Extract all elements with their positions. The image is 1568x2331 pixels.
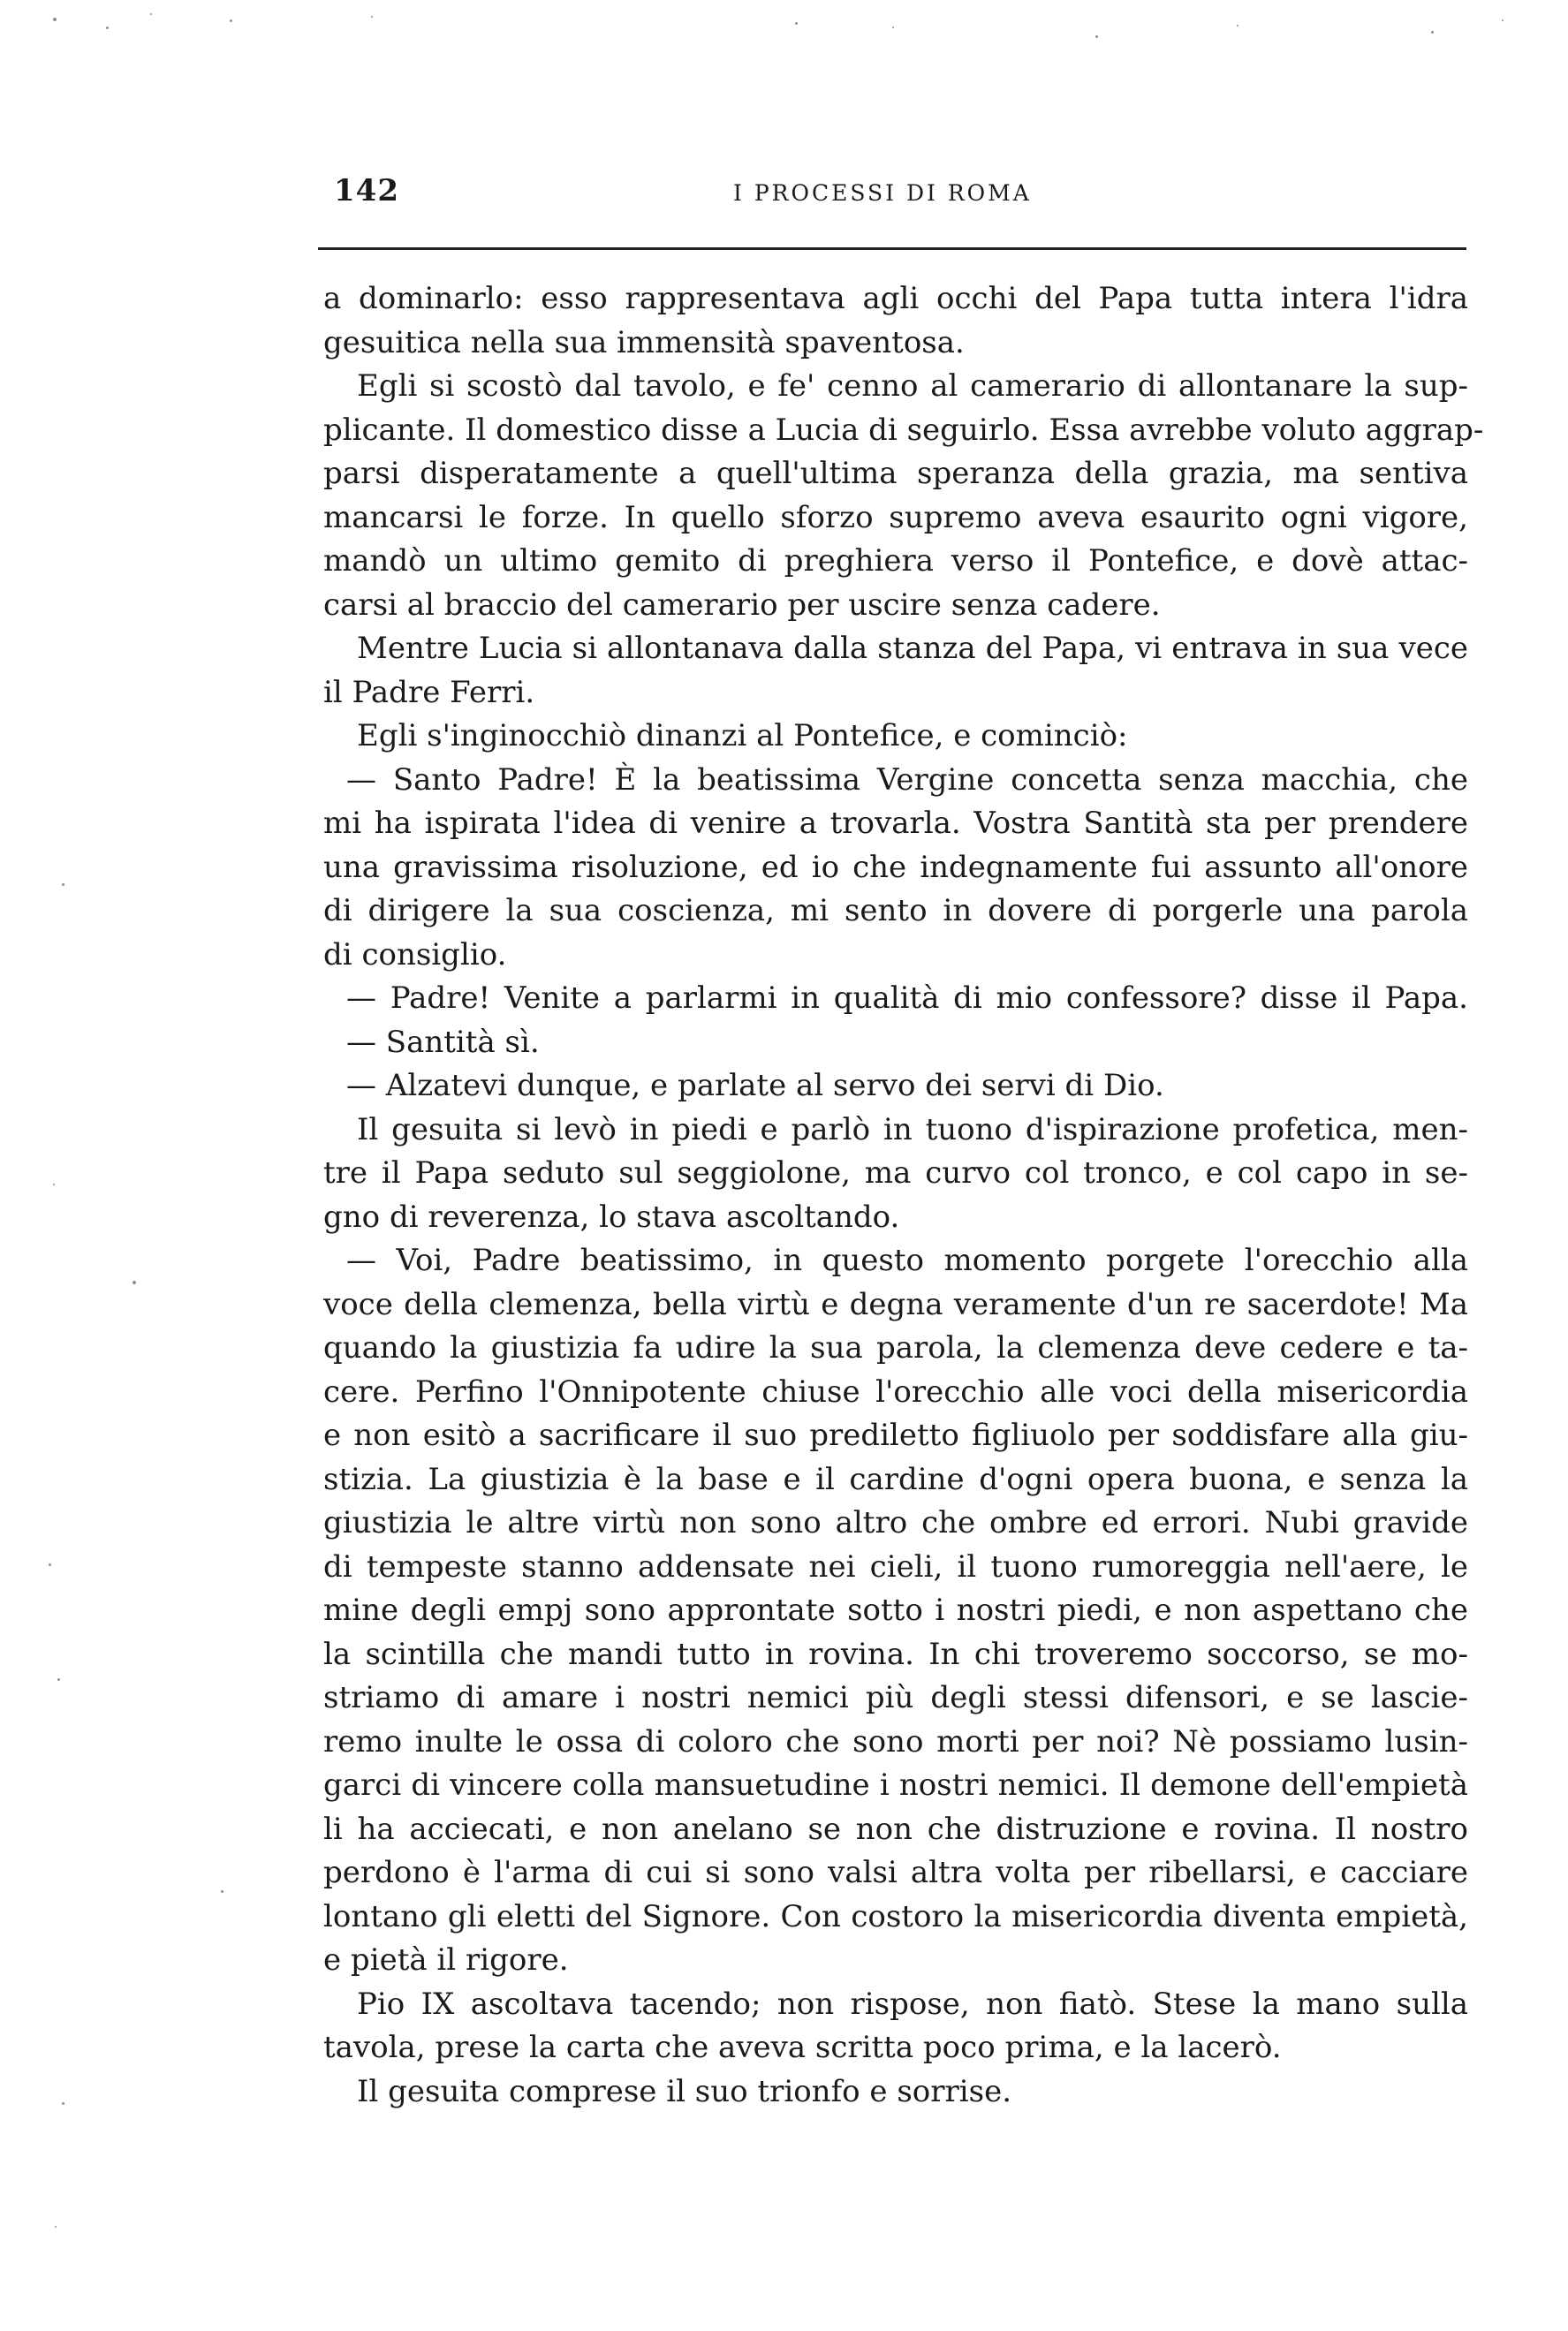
text-line: gno di reverenza, lo stava ascoltando. xyxy=(323,1199,900,1235)
noise-speck xyxy=(1431,31,1434,34)
page-header xyxy=(334,173,1465,217)
text-line: mine degli empj sono approntate sotto i nostri piedi, e non aspettano che xyxy=(323,1593,1468,1628)
page-number: 142 xyxy=(334,173,399,208)
noise-speck xyxy=(150,13,152,15)
text-line: di tempeste stanno addensate nei cieli, il tuono rumoreggia nell'aere, le xyxy=(323,1548,1468,1585)
text-line: cere. Perfino l'Onnipotente chiuse l'orecchio alle voci della misericordia xyxy=(323,1374,1468,1410)
noise-speck xyxy=(55,2226,57,2228)
text-line: — Santità sì. xyxy=(346,1024,540,1060)
noise-speck xyxy=(892,26,894,28)
text-line: carsi al braccio del camerario per uscire senza cadere. xyxy=(323,587,1161,623)
text-line: perdono è l'arma di cui si sono valsi altra volta per ribellarsi, e cacciare xyxy=(323,1855,1468,1890)
text-line: — Voi, Padre beatissimo, in questo momento porgete l'orecchio alla xyxy=(346,1243,1468,1278)
text-line: tavola, prese la carta che aveva scritta poco prima, e la lacerò. xyxy=(323,2030,1282,2065)
text-line: garci di vincere colla mansuetudine i nostri nemici. Il demone dell'empietà xyxy=(323,1767,1468,1803)
text-line: parsi disperatamente a quell'ultima speranza della grazia, ma sentiva xyxy=(323,456,1468,491)
noise-speck xyxy=(62,2102,64,2105)
text-line: — Padre! Venite a parlarmi in qualità di mio confessore? disse il Papa. xyxy=(346,980,1468,1016)
header-rule xyxy=(318,247,1466,250)
text-line: mancarsi le forze. In quello sforzo supremo aveva esaurito ogni vigore, xyxy=(323,499,1468,535)
text-line: mi ha ispirata l'idea di venire a trovarla. Vostra Santità sta per prendere xyxy=(323,806,1468,841)
text-line: e pietà il rigore. xyxy=(323,1942,569,1978)
text-line: giustizia le altre virtù non sono altro che ombre ed errori. Nubi gravide xyxy=(323,1505,1468,1540)
noise-speck xyxy=(57,1678,60,1681)
text-line: tre il Papa seduto sul seggiolone, ma curvo col tronco, e col capo in se- xyxy=(323,1155,1468,1191)
text-line: di dirigere la sua coscienza, mi sento in dovere di porgerle una parola xyxy=(323,893,1468,928)
noise-speck xyxy=(230,19,232,22)
noise-speck xyxy=(1502,19,1504,21)
noise-speck xyxy=(371,16,373,18)
body-text xyxy=(323,277,1484,2114)
text-line: Egli s'inginocchiò dinanzi al Pontefice, e cominciò: xyxy=(357,718,1128,753)
text-line: — Santo Padre! È la beatissima Vergine concetta senza macchia, che xyxy=(346,761,1468,798)
text-line: di consiglio. xyxy=(323,936,507,973)
text-line: striamo di amare i nostri nemici più degli stessi difensori, e se lascie- xyxy=(323,1680,1468,1715)
text-line: mandò un ultimo gemito di preghiera verso il Pontefice, e dovè attac- xyxy=(323,543,1468,579)
text-line: li ha acciecati, e non anelano se non che distruzione e rovina. Il nostro xyxy=(323,1811,1468,1847)
noise-speck xyxy=(1095,35,1098,38)
text-line: Mentre Lucia si allontanava dalla stanza del Papa, vi entrava in sua vece xyxy=(357,631,1468,666)
text-line: gesuitica nella sua immensità spaventosa. xyxy=(323,324,965,360)
text-line: quando la giustizia fa udire la sua parola, la clemenza deve cedere e ta- xyxy=(323,1330,1468,1366)
text-line: lontano gli eletti del Signore. Con costoro la misericordia diventa empietà, xyxy=(323,1898,1468,1934)
noise-speck xyxy=(106,26,109,29)
noise-speck xyxy=(221,1890,223,1893)
text-line: Pio IX ascoltava tacendo; non rispose, non fiatò. Stese la mano sulla xyxy=(357,1986,1468,2022)
text-line: Il gesuita comprese il suo trionfo e sorrise. xyxy=(357,2073,1012,2109)
text-line: Egli si scostò dal tavolo, e fe' cenno al camerario di allontanare la sup- xyxy=(357,368,1468,404)
text-line: la scintilla che mandi tutto in rovina. In chi troveremo soccorso, se mo- xyxy=(323,1636,1468,1672)
text-line: Il gesuita si levò in piedi e parlò in tuono d'ispirazione profetica, men- xyxy=(357,1111,1468,1147)
noise-speck xyxy=(49,1563,51,1566)
text-line: plicante. Il domestico disse a Lucia di seguirlo. Essa avrebbe voluto aggrap- xyxy=(323,412,1484,448)
noise-speck xyxy=(62,883,64,886)
running-title: I PROCESSI DI ROMA xyxy=(733,180,1032,206)
text-line: — Alzatevi dunque, e parlate al servo dei servi di Dio. xyxy=(346,1068,1164,1103)
noise-speck xyxy=(133,1281,136,1284)
noise-speck xyxy=(795,22,798,25)
text-line: e non esitò a sacrificare il suo prediletto figliuolo per soddisfare alla giu- xyxy=(323,1418,1468,1453)
noise-speck xyxy=(53,18,57,21)
text-line: il Padre Ferri. xyxy=(323,674,535,710)
noise-speck xyxy=(53,1184,55,1185)
text-line: voce della clemenza, bella virtù e degna veramente d'un re sacerdote! Ma xyxy=(323,1286,1468,1322)
text-line: una gravissima risoluzione, ed io che indegnamente fui assunto all'onore xyxy=(323,849,1468,885)
noise-speck xyxy=(1237,25,1238,26)
text-line: a dominarlo: esso rappresentava agli occhi del Papa tutta intera l'idra xyxy=(323,281,1468,316)
text-line: remo inulte le ossa di coloro che sono morti per noi? Nè possiamo lusin- xyxy=(323,1723,1468,1760)
text-line: stizia. La giustizia è la base e il cardine d'ogni opera buona, e senza la xyxy=(323,1461,1468,1497)
